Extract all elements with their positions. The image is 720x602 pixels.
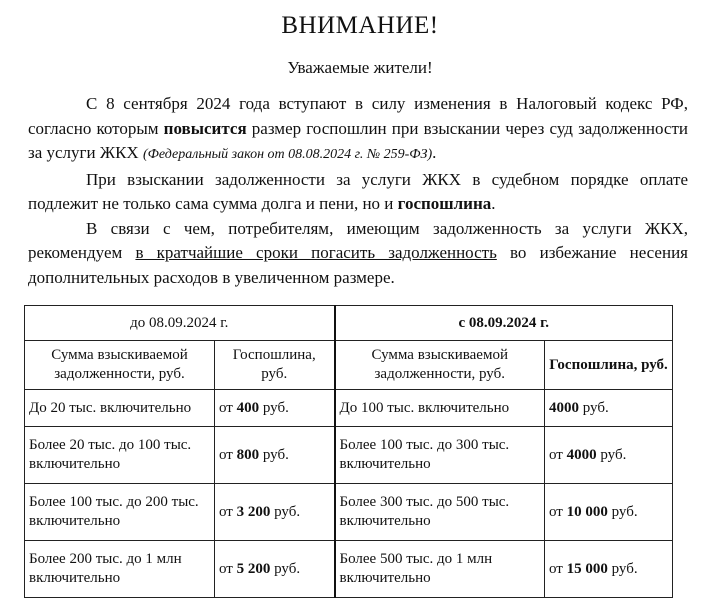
- paragraph-2: [28, 168, 688, 217]
- fees-table: [24, 305, 673, 598]
- p1-text-a: С 8 сентября 2024 года вступают в силу изменения в Налоговый кодекс РФ, согласно которым: [28, 94, 688, 138]
- p2-text-c: .: [491, 194, 496, 213]
- new-debt-cell: До 100 тыс. включительно: [335, 390, 545, 427]
- old-fee-cell: от 3 200 руб.: [215, 484, 335, 541]
- old-fee-header: Госпошлина, руб.: [215, 341, 335, 390]
- new-fee-cell: от 4000 руб.: [545, 427, 673, 484]
- old-debt-cell: Более 200 тыс. до 1 млн включительно: [25, 541, 215, 598]
- paragraph-3: [28, 217, 688, 291]
- table-row: [25, 541, 673, 598]
- period-old-header: до 08.09.2024 г.: [25, 306, 335, 341]
- law-reference: (Федеральный закон от 08.08.2024 г. № 259-ФЗ): [142, 147, 433, 162]
- new-debt-cell: Более 500 тыс. до 1 млн включительно: [335, 541, 545, 598]
- old-debt-cell: Более 100 тыс. до 200 тыс. включительно: [25, 484, 215, 541]
- old-fee-cell: от 800 руб.: [215, 427, 335, 484]
- old-debt-cell: До 20 тыс. включительно: [25, 390, 215, 427]
- new-debt-cell: Более 100 тыс. до 300 тыс. включительно: [335, 427, 545, 484]
- notice-body: [28, 92, 688, 290]
- table-row: [25, 427, 673, 484]
- new-fee-cell: от 10 000 руб.: [545, 484, 673, 541]
- period-new-header: с 08.09.2024 г.: [335, 306, 673, 341]
- table-row: [25, 390, 673, 427]
- p3-text-a: В связи с чем, потребителям, имеющим задолженность за услуги ЖКХ, рекомендуем: [28, 218, 688, 262]
- p1-bold: повысится: [163, 118, 247, 138]
- p2-text-a: При взыскании задолженности за услуги ЖКХ в судебном порядке оплате подлежит не только сама сумма долга и пени, но и: [28, 169, 688, 213]
- new-debt-header: Сумма взыскиваемой задолженности, руб.: [335, 341, 545, 390]
- salutation: Уважаемые жители!: [287, 58, 433, 77]
- period-header-row: [25, 306, 673, 341]
- old-fee-cell: от 400 руб.: [215, 390, 335, 427]
- old-fee-cell: от 5 200 руб.: [215, 541, 335, 598]
- notice-title: ВНИМАНИЕ!: [281, 12, 439, 39]
- p2-bold: госпошлина: [397, 194, 492, 213]
- p3-text-c: во избежание несения дополнительных расходов в увеличенном размере.: [28, 243, 688, 287]
- p3-underlined: в кратчайшие сроки погасить задолженность: [135, 243, 497, 262]
- old-debt-cell: Более 20 тыс. до 100 тыс. включительно: [25, 427, 215, 484]
- table-row: [25, 484, 673, 541]
- new-debt-cell: Более 300 тыс. до 500 тыс. включительно: [335, 484, 545, 541]
- new-fee-cell: от 15 000 руб.: [545, 541, 673, 598]
- new-fee-cell: 4000 руб.: [545, 390, 673, 427]
- paragraph-1: [28, 92, 688, 168]
- column-header-row: [25, 341, 673, 390]
- new-fee-header: Госпошлина, руб.: [545, 341, 673, 390]
- old-debt-header: Сумма взыскиваемой задолженности, руб.: [25, 341, 215, 390]
- p1-text-c: размер госпошлин при взыскании через суд задолженности за услуги ЖКХ: [28, 118, 688, 162]
- p1-text-d: .: [432, 143, 437, 162]
